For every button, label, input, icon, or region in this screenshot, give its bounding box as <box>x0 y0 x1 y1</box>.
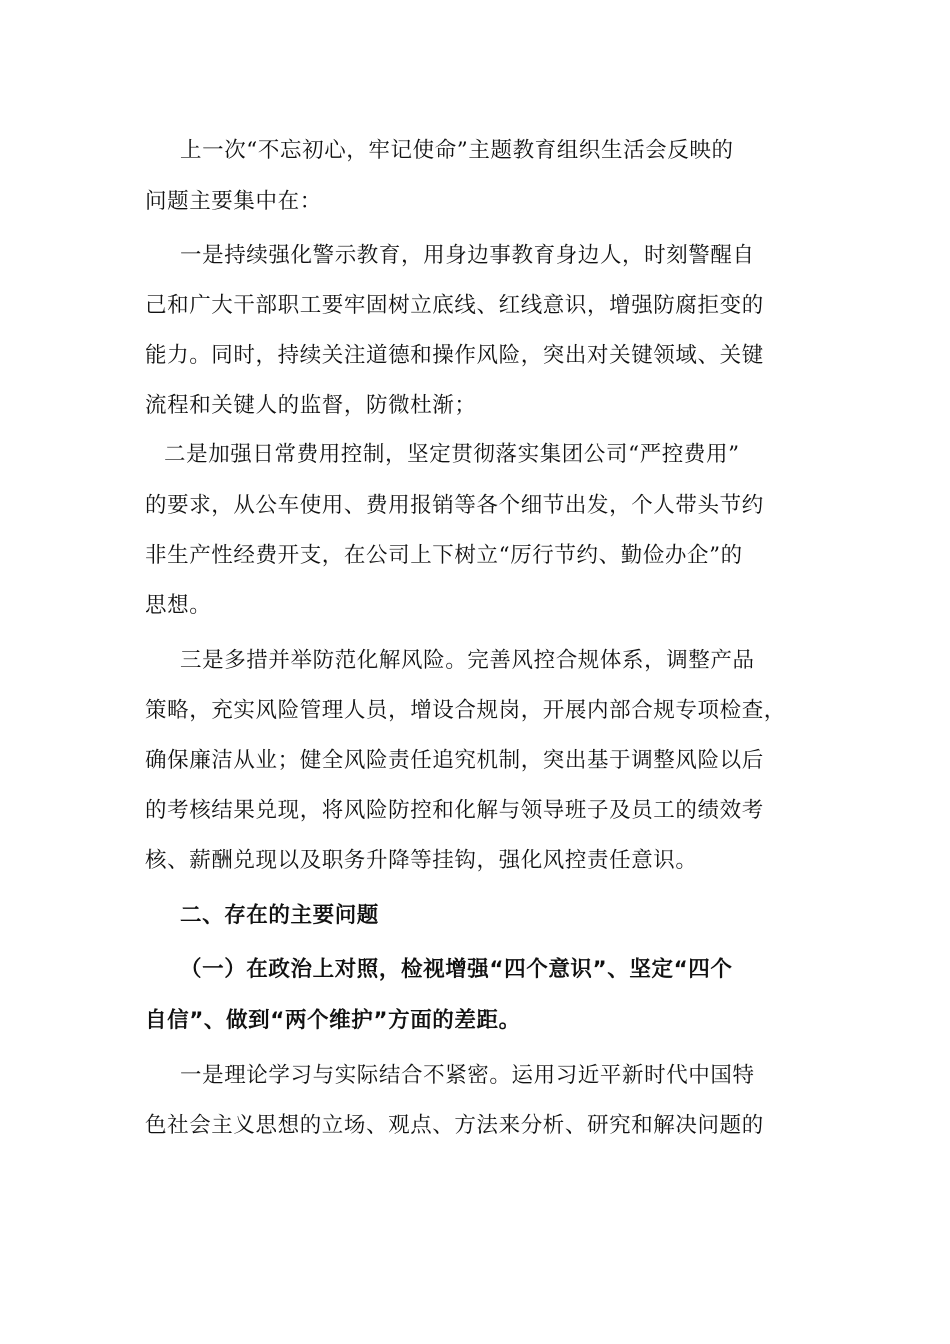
paragraph-3-line-1: 二是加强日常费用控制，坚定贯彻落实集团公司“严控费用” <box>164 442 740 467</box>
paragraph-5-line-1: 一是理论学习与实际结合不紧密。运用习近平新时代中国特 <box>180 1063 755 1088</box>
paragraph-4-line-5: 核、薪酬兑现以及职务升降等挂钩，强化风控责任意识。 <box>145 848 698 873</box>
paragraph-1-line-2: 问题主要集中在： <box>145 189 322 214</box>
section-heading: 二、存在的主要问题 <box>180 903 379 928</box>
paragraph-4-line-4: 的考核结果兑现，将风险防控和化解与领导班子及员工的绩效考 <box>145 798 764 823</box>
paragraph-3-line-4: 思想。 <box>145 593 212 618</box>
paragraph-3-line-2: 的要求，从公车使用、费用报销等各个细节出发，个人带头节约 <box>145 493 764 518</box>
paragraph-4-line-1: 三是多措并举防范化解风险。完善风控合规体系，调整产品 <box>180 648 755 673</box>
subsection-heading-line-1: （一）在政治上对照，检视增强“四个意识”、坚定“四个 <box>180 957 733 982</box>
paragraph-2-line-2: 己和广大干部职工要牢固树立底线、红线意识，增强防腐拒变的 <box>145 293 764 318</box>
paragraph-4-line-3: 确保廉洁从业；健全风险责任追究机制，突出基于调整风险以后 <box>145 748 764 773</box>
paragraph-4-line-2: 策略，充实风险管理人员，增设合规岗，开展内部合规专项检查， <box>145 698 786 723</box>
paragraph-2-line-4: 流程和关键人的监督，防微杜渐； <box>145 393 477 418</box>
paragraph-1-line-1: 上一次“不忘初心，牢记使命”主题教育组织生活会反映的 <box>180 138 734 163</box>
paragraph-5-line-2: 色社会主义思想的立场、观点、方法来分析、研究和解决问题的 <box>145 1113 764 1138</box>
paragraph-3-line-3: 非生产性经费开支，在公司上下树立“厉行节约、勤俭办企”的 <box>145 543 743 568</box>
paragraph-2-line-1: 一是持续强化警示教育，用身边事教育身边人，时刻警醒自 <box>180 243 755 268</box>
paragraph-2-line-3: 能力。同时，持续关注道德和操作风险，突出对关键领域、关键 <box>145 343 764 368</box>
subsection-heading-line-2: 自信”、做到“两个维护”方面的差距。 <box>145 1008 521 1033</box>
